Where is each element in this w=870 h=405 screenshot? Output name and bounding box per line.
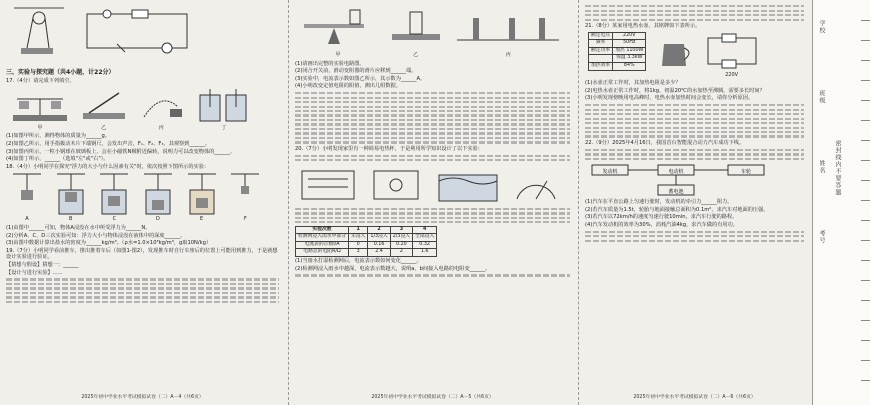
fig-label: 丙	[505, 52, 511, 58]
table-row	[589, 32, 646, 40]
p2-after-line-2: (2)检测网浸入雨水中越深，电流表示数越大，说明a、b间接入电路的电阻变______。	[295, 265, 491, 272]
q20-figures	[295, 164, 570, 206]
fig-label: E	[200, 216, 204, 223]
kettle-spec-table	[588, 32, 646, 71]
q17-line-2: (2)如图乙所示，用手指拨动木片下端钢尺，会发出声音，F₁、F₂、F₃，其观察到______。	[6, 140, 211, 147]
q18-line-2: (2)分析A、C、D三次实验可知：浮力大小与物体浸没在液体中的深度______。	[6, 232, 186, 239]
margin-label-class: 班级	[818, 90, 825, 104]
table-cell: 84%	[613, 63, 646, 71]
table-header: 3	[390, 226, 412, 234]
fig-label: 乙	[413, 52, 419, 58]
table-cell: 2	[390, 249, 412, 257]
fig-label: B	[68, 216, 73, 223]
q19-line-2: 【设计与进行实验】......	[6, 269, 63, 276]
table-header: 1	[348, 226, 367, 234]
table-row	[589, 63, 646, 71]
track-figure	[453, 4, 563, 59]
p2-top-figures	[295, 3, 570, 60]
page-footer: 2025年初中学业水平考试模拟试卷（二）A－5（共6页）	[371, 395, 494, 401]
q19-line-1: 【猜想与假设】猜想一：______	[6, 261, 79, 268]
fig-label: D	[156, 216, 160, 223]
buoyancy-figure-d	[140, 172, 176, 223]
margin-label-school: 学校	[818, 20, 825, 34]
margin-label-name: 姓名	[818, 160, 825, 174]
table-row	[589, 47, 646, 55]
section-title: 三、实验与探究题（共4小题，计22分）	[6, 68, 115, 76]
table-header: 2	[368, 226, 390, 234]
binding-margin	[812, 0, 870, 405]
table-cell: 电流表的示数I/A	[296, 241, 349, 249]
buoyancy-figure-a	[9, 172, 45, 223]
table-cell: 0.32	[413, 241, 437, 249]
magnet-figure	[136, 87, 186, 132]
water-tank-figure	[433, 165, 503, 205]
table-row	[296, 234, 437, 242]
exam-page-4	[0, 0, 285, 405]
p2-line-4: (4)小明改变定值电阻的阻值，测出几组数据。	[295, 83, 401, 90]
flow-node-battery: 蓄电池	[668, 189, 684, 196]
fig-label: F	[243, 216, 247, 223]
table-cell: 0	[348, 241, 367, 249]
question-22: 22.（9分）2025年4月16日，我国首台智能混合动力汽车成功下线。	[585, 139, 745, 146]
table-cell: 检测网浸入雨水中部分	[296, 234, 349, 242]
p3-line2-4: (4)汽车发动机的效率为30%，消耗汽油4kg，求汽车做的有用功。	[585, 221, 738, 228]
q18-line-3: (3)由图中数据计算出盐水的密度为______kg/m³。（ρ水=1.0×10³kg/m³，g取10N/kg）	[6, 240, 212, 247]
table-cell: 1/3浸入	[368, 234, 390, 242]
p2-line-2: (2)闭合开关前，滑动变阻器的滑片应移到______端。	[295, 68, 417, 75]
table-cell: 3	[348, 249, 367, 257]
p3-line-2: (2)电热水壶正常工作时，将1kg、初温20℃的水加热至沸腾，需要多长时间？	[585, 87, 765, 94]
fig-label: 丙	[158, 124, 164, 131]
table-cell: 0.16	[368, 241, 390, 249]
table-cell: 电路总的电阻R/Ω	[296, 249, 349, 257]
page-footer: 2025年初中学业水平考试模拟试卷（二）A－4（共6页）	[81, 395, 204, 401]
fig-label: 乙	[101, 124, 107, 131]
p3-line2-3: (3)若汽车以72km/h的速度匀速行驶10min，求汽车行驶的路程。	[585, 214, 738, 221]
q18-line-1: (1)由图中______可知，物体A浸没在水中所受浮力为______N。	[6, 224, 151, 231]
table-cell	[589, 55, 613, 63]
table-cell: 1.6	[413, 249, 437, 257]
buoyancy-figure-b	[53, 172, 89, 223]
table-cell: 50Hz	[613, 40, 646, 48]
p3-line-3: (3)小明发现傍晚用电高峰时，电热水壶加热时间会变长，请你分析原因。	[585, 95, 754, 102]
balance-figure	[9, 87, 71, 132]
fig-label: A	[25, 216, 29, 223]
table-cell: 加热效率	[589, 63, 613, 71]
p2-line-1: (1)请画出完整的实验电路图。	[295, 60, 365, 67]
table-cell: 保温 3.3kW	[613, 55, 646, 63]
table-row	[296, 249, 437, 257]
fig-label: 甲	[335, 52, 341, 58]
table-cell: 全部浸入	[413, 234, 437, 242]
ammeter-figure	[511, 165, 561, 205]
q21-content	[585, 31, 804, 80]
table-cell: 220V	[613, 32, 646, 40]
table-row	[296, 241, 437, 249]
fig-label: 甲	[37, 124, 43, 131]
kettle-circuit-figure	[702, 32, 762, 79]
q17-line-4: (4)如图丁所示，______（选填"左"或"右"）。	[6, 156, 109, 163]
rain-detector-figure	[298, 165, 358, 205]
table-header: 实验次数	[296, 226, 349, 234]
table-cell: 加热 1100W	[613, 47, 646, 55]
p3-line-1: (1)水壶正常工作时，其加热电阻是多少？	[585, 80, 681, 87]
question-18: 18.（4分）小明同学在探究"浮力的大小与什么因素有关"时，依次按照下图所示的实验：	[6, 163, 210, 170]
seal-line-warning: 密封线内不要答题	[834, 140, 841, 196]
kettle-figure	[654, 32, 694, 72]
flow-diagram	[588, 163, 788, 197]
question-19: 19.（7分）小明同学看前推车，推出推着车后（如图1-图2），发现推车时自行车座后的位置上可能用到推力，于是就想设计实验进行验证。	[6, 247, 278, 261]
q17-figures	[6, 86, 279, 133]
q20-data-table	[295, 226, 437, 257]
question-20: 20.（7分）小明发现家里有一种简易电热杯，于是利用所学知识设计了以下实验：	[295, 145, 483, 152]
question-17: 17.（4分）请完成下列填空。	[6, 78, 75, 85]
margin-label-id: 考号	[818, 230, 825, 244]
circuit-figure	[77, 4, 197, 60]
q18-figures	[6, 171, 279, 224]
p3-line2-2: (2)若汽车质量为1.5t，轮胎与地面接触总面积为0.1m²，求汽车对地面的压强。	[585, 206, 769, 213]
table-cell: 额定功率	[589, 47, 613, 55]
exam-page-6	[578, 0, 810, 405]
fig-label: C	[112, 216, 117, 223]
q17-line-3: (3)如图丙所示，一粒小钢球在玻璃板上，会在小磁铁N极附近偏转，说明力可以改变物体的______。	[6, 148, 236, 155]
pulley-figure	[9, 4, 69, 60]
table-cell: 0.20	[390, 241, 412, 249]
circuit-voltage-label: 220V	[725, 71, 739, 78]
p2-after-line-1: (1)当雨水打湿检测网后，电流表示数如何变化______。	[295, 257, 422, 264]
circuit-box-figure	[366, 165, 426, 205]
page-footer: 2025年初中学业水平考试模拟试卷（二）A－6（共6页）	[633, 395, 756, 401]
lever-figure	[298, 4, 378, 59]
buoyancy-figure-e	[184, 172, 220, 223]
table-cell: 2.4	[368, 249, 390, 257]
table-row	[589, 55, 646, 63]
meter-figure	[386, 4, 446, 59]
buoyancy-figure-c	[96, 172, 132, 223]
table-cell: 额定电压	[589, 32, 613, 40]
q17-line-1: (1)如图甲所示，测得物体的质量为______g。	[6, 133, 111, 140]
table-header-row	[296, 226, 437, 234]
p2-line-3: (3)实验中，电流表示数如图乙所示，其示数为______A。	[295, 75, 426, 82]
p3-line2-1: (1)汽车在平直公路上匀速行驶时，发动机的牵引力______阻力。	[585, 199, 733, 206]
question-21: 21.（8分）某家用电热水壶，其铭牌如下表所示。	[585, 23, 701, 30]
flow-node-engine: 发动机	[602, 169, 618, 176]
exam-page-5	[288, 0, 576, 405]
table-cell: 2/3浸入	[390, 234, 412, 242]
table-cell: 未浸入	[348, 234, 367, 242]
beaker-figure	[194, 87, 254, 132]
fig-label: 丁	[221, 124, 227, 131]
buoyancy-figure-f	[227, 172, 263, 223]
ruler-figure	[79, 87, 129, 132]
table-header: 4	[413, 226, 437, 234]
flow-node-wheel: 车轮	[740, 169, 752, 176]
table-cell: 频率	[589, 40, 613, 48]
flow-node-motor: 电动机	[668, 169, 684, 176]
table-row	[589, 40, 646, 48]
